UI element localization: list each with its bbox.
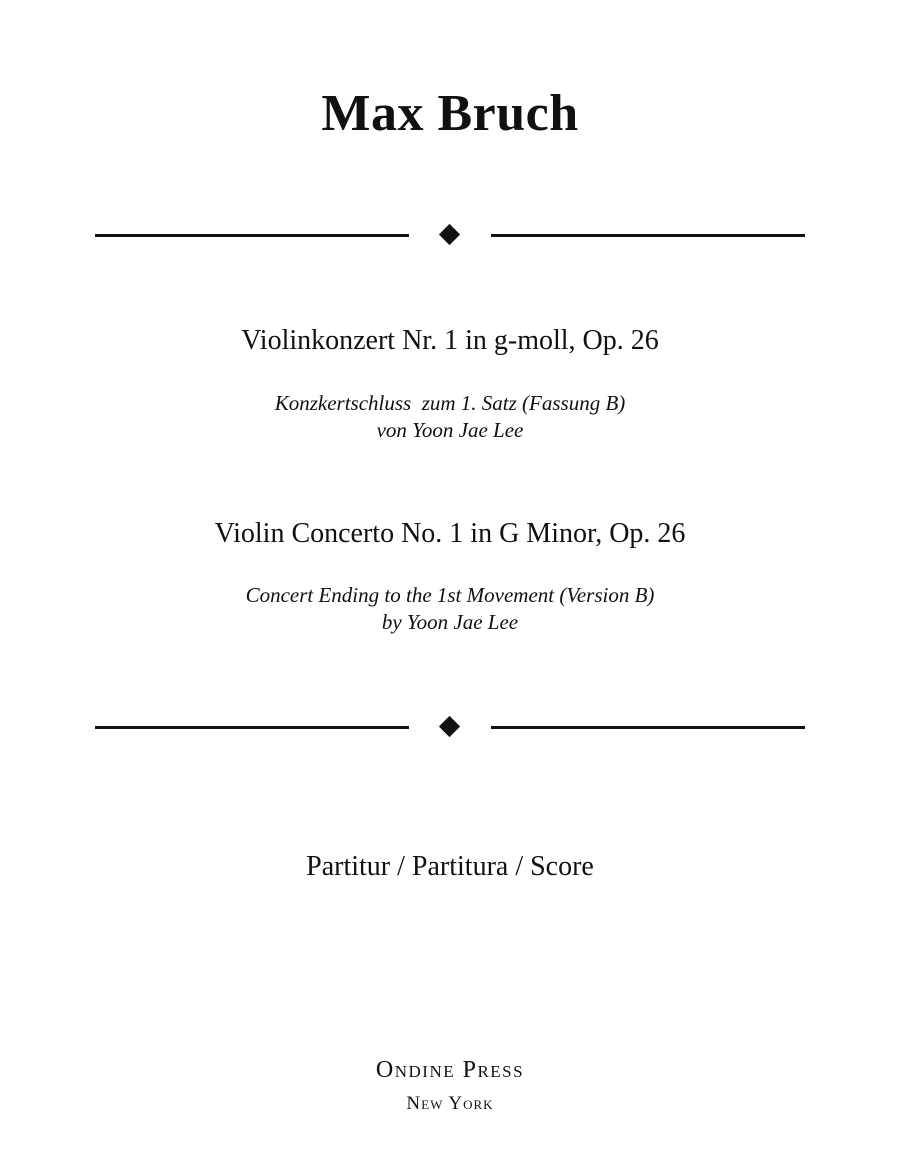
bottom-ornamental-divider — [95, 717, 805, 737]
top-ornamental-divider — [95, 225, 805, 245]
divider-rule-right — [491, 234, 805, 237]
german-title: Violinkonzert Nr. 1 in g-moll, Op. 26 — [241, 325, 659, 356]
english-byline: by Yoon Jae Lee — [381, 610, 519, 634]
diamond-ornament-icon — [439, 224, 460, 245]
diamond-ornament-icon — [439, 716, 460, 737]
divider-rule-right — [491, 726, 805, 729]
publisher-name: Ondine Press — [375, 1057, 525, 1083]
publisher-city: New York — [406, 1093, 494, 1114]
score-label: Partitur / Partitura / Score — [306, 851, 594, 882]
german-byline: von Yoon Jae Lee — [376, 418, 524, 442]
german-subtitle: Konzkertschluss zum 1. Satz (Fassung B) — [274, 391, 626, 415]
composer-name: Max Bruch — [321, 85, 579, 142]
divider-rule-left — [95, 726, 409, 729]
english-subtitle: Concert Ending to the 1st Movement (Version B) — [245, 583, 655, 607]
english-title: Violin Concerto No. 1 in G Minor, Op. 26 — [214, 518, 686, 549]
divider-rule-left — [95, 234, 409, 237]
